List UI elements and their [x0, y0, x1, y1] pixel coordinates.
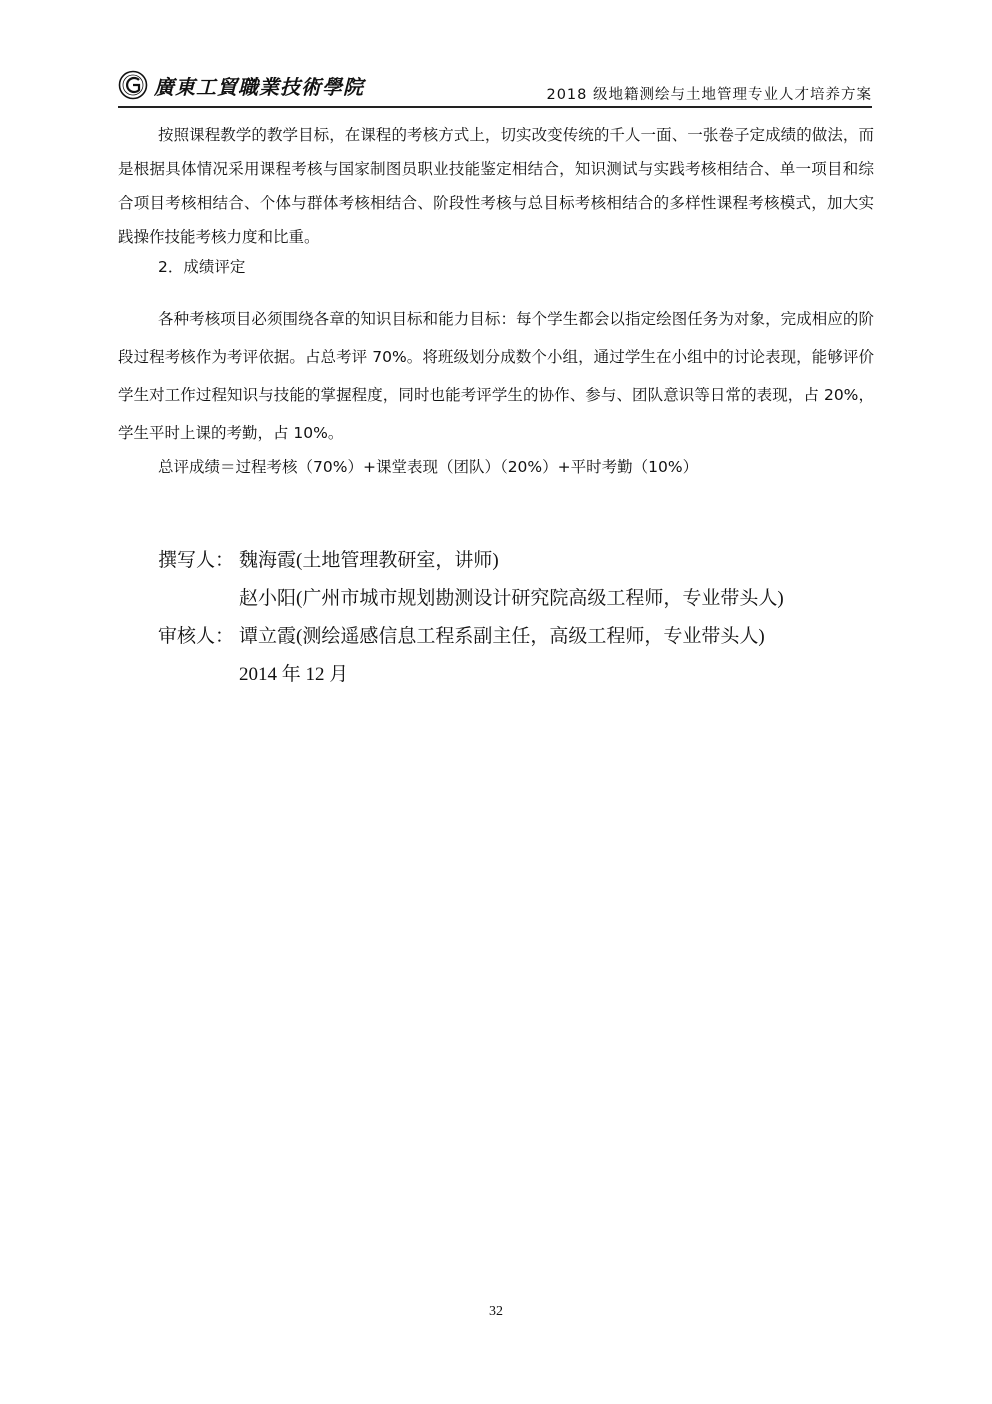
- author-line: [158, 548, 499, 574]
- reviewer-label: 审核人：: [158, 626, 235, 647]
- school-emblem-icon: [118, 70, 148, 100]
- grading-paragraph: 各种考核项目必须围绕各章的知识目标和能力目标：每个学生都会以指定绘图任务为对象，完成相应的阶段过程考核作为考评依据。占总考评 70%。将班级划分成数个小组，通过学生在小组中的讨论表现，能够评价学生对工作过程知识与技能的掌握程度，同时也能考评学生的协作、参与、团队意识等日常的表现，占 20%，学生平时上课的考勤，占 10%。: [118, 310, 874, 442]
- page-header: [118, 66, 872, 108]
- section-heading-grading: 2．成绩评定: [158, 258, 246, 276]
- author-2: 赵小阳(广州市城市规划勘测设计研究院高级工程师，专业带头人): [239, 588, 784, 609]
- school-name: 廣東工貿職業技術學院: [154, 74, 364, 99]
- page-number: 32: [489, 1304, 503, 1319]
- document-title: 2018 级地籍测绘与土地管理专业人才培养方案: [546, 87, 872, 103]
- author-1: 魏海霞(土地管理教研室，讲师): [239, 550, 499, 571]
- assessment-method-paragraph: 按照课程教学的教学目标，在课程的考核方式上，切实改变传统的千人一面、一张卷子定成绩的做法，而是根据具体情况采用课程考核与国家制图员职业技能鉴定相结合，知识测试与实践考核相结合、单一项目和综合项目考核相结合、个体与群体考核相结合、阶段性考核与总目标考核相结合的多样性课程考核模式，加大实践操作技能考核力度和比重。: [118, 126, 874, 246]
- reviewer-line: [158, 624, 765, 650]
- date: 2014 年 12 月: [239, 664, 349, 685]
- grading-formula: 总评成绩＝过程考核（70%）+课堂表现（团队）（20%）+平时考勤（10%）: [158, 458, 699, 476]
- reviewer: 谭立霞(测绘遥感信息工程系副主任，高级工程师，专业带头人): [239, 626, 765, 647]
- author-label: 撰写人：: [158, 550, 235, 571]
- school-logo: [118, 70, 364, 100]
